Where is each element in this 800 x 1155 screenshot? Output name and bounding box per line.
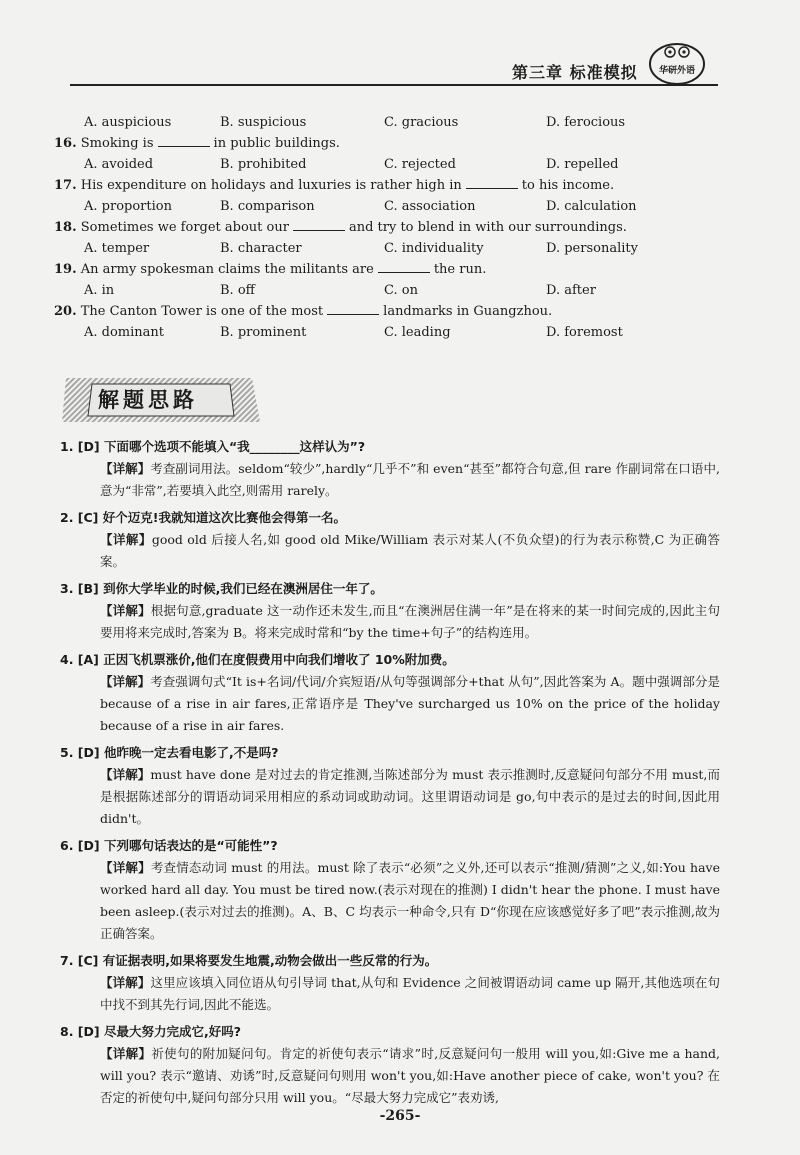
option: D. foremost	[546, 325, 623, 340]
options-row-17	[54, 196, 694, 217]
detail-text: 考查强调句式“It is+名词/代词/介宾短语/从句等强调部分+that 从句”,因此答案为 A。题中强调部分是 because of a rise in air fares,正常语序是 They've surcharged us 10% on the price of the holiday because of a rise in air fares.	[100, 674, 720, 733]
answer-item	[60, 578, 720, 644]
answer-heading: 6. [D] 下列哪句话表达的是“可能性”?	[60, 838, 278, 853]
option: C. individuality	[384, 241, 484, 256]
answer-item	[60, 649, 720, 737]
question-number: 18.	[54, 220, 77, 235]
detail-text: 祈使句的附加疑问句。肯定的祈使句表示“请求”时,反意疑问句一般用 will you,如:Give me a hand, will you? 表示“邀请、劝诱”时,反意疑问句则用 won't you,如:Have another piece of cake, won't you? 在否定的祈使句中,疑问句部分只用 will you。“尽最大努力完成它”表劝诱,	[100, 1046, 720, 1105]
answer-blank	[158, 134, 210, 147]
answer-detail	[100, 857, 720, 945]
option: D. after	[546, 283, 596, 298]
option: C. association	[384, 199, 476, 214]
question-stem-end: landmarks in Guangzhou.	[383, 304, 553, 319]
question-stem: His expenditure on holidays and luxuries is rather high in	[80, 178, 462, 193]
option: D. calculation	[546, 199, 637, 214]
question-19	[54, 259, 694, 280]
answer-heading: 2. [C] 好个迈克!我就知道这次比赛他会得第一名。	[60, 510, 346, 525]
logo-text: 华研外语	[658, 66, 695, 76]
detail-text: 根据句意,graduate 这一动作还未发生,而且“在澳洲居住满一年”是在将来的某一时间完成的,因此主句要用将来完成时,答案为 B。将来完成时常和“by the time+句子”的结构连用。	[100, 603, 720, 640]
page-number: -265-	[379, 1108, 421, 1124]
question-stem-end: and try to blend in with our surroundings.	[348, 220, 627, 235]
detail-tag: 【详解】	[100, 674, 151, 689]
option: D. ferocious	[546, 115, 626, 130]
answer-item	[60, 835, 720, 945]
option: A. in	[84, 283, 115, 298]
option: D. personality	[546, 241, 638, 256]
question-stem-end: the run.	[433, 262, 487, 277]
option: B. off	[220, 283, 255, 298]
detail-tag: 【详解】	[100, 603, 151, 618]
answer-heading: 8. [D] 尽最大努力完成它,好吗?	[60, 1024, 241, 1039]
answer-heading: 1. [D] 下面哪个选项不能填入“我________这样认为”?	[60, 439, 366, 454]
option: B. prohibited	[220, 157, 307, 172]
answer-detail	[100, 529, 720, 573]
option: A. dominant	[84, 325, 165, 340]
question-number: 19.	[54, 262, 77, 277]
detail-tag: 【详解】	[100, 975, 151, 990]
question-16	[54, 133, 694, 154]
question-stem-end: in public buildings.	[213, 136, 340, 151]
question-stem-end: to his income.	[521, 178, 615, 193]
answer-item	[60, 436, 720, 502]
question-number: 17.	[54, 178, 77, 193]
question-number: 16.	[54, 136, 77, 151]
section-title: 解题思路	[98, 388, 198, 412]
answer-blank	[466, 176, 518, 189]
answer-heading: 4. [A] 正因飞机票涨价,他们在度假费用中向我们增收了 10%附加费。	[60, 652, 455, 667]
option: B. character	[220, 241, 302, 256]
question-17	[54, 175, 694, 196]
chapter-title: 第三章 标准模拟	[512, 63, 638, 82]
detail-tag: 【详解】	[100, 860, 151, 875]
answer-detail	[100, 764, 720, 830]
answer-heading: 5. [D] 他昨晚一定去看电影了,不是吗?	[60, 745, 279, 760]
answer-item	[60, 950, 720, 1016]
option: B. prominent	[220, 325, 307, 340]
options-row-15	[54, 112, 694, 133]
answer-explanations	[60, 436, 720, 1114]
option: C. rejected	[384, 157, 456, 172]
options-row-18	[54, 238, 694, 259]
publisher-logo	[648, 38, 706, 86]
answer-item	[60, 507, 720, 573]
answer-blank	[378, 260, 430, 273]
question-stem: Sometimes we forget about our	[80, 220, 289, 235]
detail-text: 这里应该填入同位语从句引导词 that,从句和 Evidence 之间被谓语动词 came up 隔开,其他选项在句中找不到其先行词,因此不能选。	[100, 975, 720, 1012]
owl-logo-icon	[648, 38, 706, 86]
answer-detail	[100, 972, 720, 1016]
question-stem: The Canton Tower is one of the most	[80, 304, 324, 319]
question-20	[54, 301, 694, 322]
question-18	[54, 217, 694, 238]
answer-detail	[100, 600, 720, 644]
detail-tag: 【详解】	[100, 1046, 152, 1061]
answer-heading: 7. [C] 有证据表明,如果将要发生地震,动物会做出一些反常的行为。	[60, 953, 438, 968]
answer-item	[60, 1021, 720, 1109]
options-row-19	[54, 280, 694, 301]
detail-text: 考查情态动词 must 的用法。must 除了表示“必须”之义外,还可以表示“推测/猜测”之义,如:You have worked hard all day. You must be tired now.(表示对现在的推测) I didn't hear the phone. I must have been asleep.(表示对过去的推测)。A、B、C 均表示一种命令,只有 D“你现在应该感觉好多了吧”表示推测,故为正确答案。	[100, 860, 720, 941]
options-row-16	[54, 154, 694, 175]
question-number: 20.	[54, 304, 77, 319]
answer-detail	[100, 458, 720, 502]
option: A. avoided	[84, 157, 154, 172]
answer-blank	[293, 218, 345, 231]
option: D. repelled	[546, 157, 619, 172]
answer-detail	[100, 1043, 720, 1109]
options-row-20	[54, 322, 694, 343]
option: C. leading	[384, 325, 451, 340]
question-stem: Smoking is	[80, 136, 154, 151]
detail-tag: 【详解】	[100, 532, 152, 547]
option: C. on	[384, 283, 418, 298]
question-stem: An army spokesman claims the militants are	[80, 262, 374, 277]
detail-text: must have done 是对过去的肯定推测,当陈述部分为 must 表示推测时,反意疑问句部分不用 must,而是根据陈述部分的谓语动词采用相应的系动词或助动词。这里谓语动词是 go,句中表示的是过去的时间,因此用 didn't。	[100, 767, 720, 826]
section-banner	[62, 372, 260, 426]
answer-item	[60, 742, 720, 830]
page-header	[0, 38, 800, 86]
answer-heading: 3. [B] 到你大学毕业的时候,我们已经在澳洲居住一年了。	[60, 581, 383, 596]
option: B. comparison	[220, 199, 315, 214]
option: A. proportion	[84, 199, 172, 214]
option: C. gracious	[384, 115, 459, 130]
detail-tag: 【详解】	[100, 767, 151, 782]
answer-detail	[100, 671, 720, 737]
answer-blank	[327, 302, 379, 315]
detail-tag: 【详解】	[100, 461, 151, 476]
option: A. temper	[84, 241, 150, 256]
detail-text: good old 后接人名,如 good old Mike/William 表示对某人(不负众望)的行为表示称赞,C 为正确答案。	[100, 532, 720, 569]
question-list	[54, 112, 694, 343]
detail-text: 考查副词用法。seldom“较少”,hardly“几乎不”和 even“甚至”都符合句意,但 rare 作副词常在口语中,意为“非常”,若要填入此空,则需用 rarely。	[100, 461, 720, 498]
option: B. suspicious	[220, 115, 307, 130]
option: A. auspicious	[84, 115, 172, 130]
header-rule	[70, 84, 718, 86]
